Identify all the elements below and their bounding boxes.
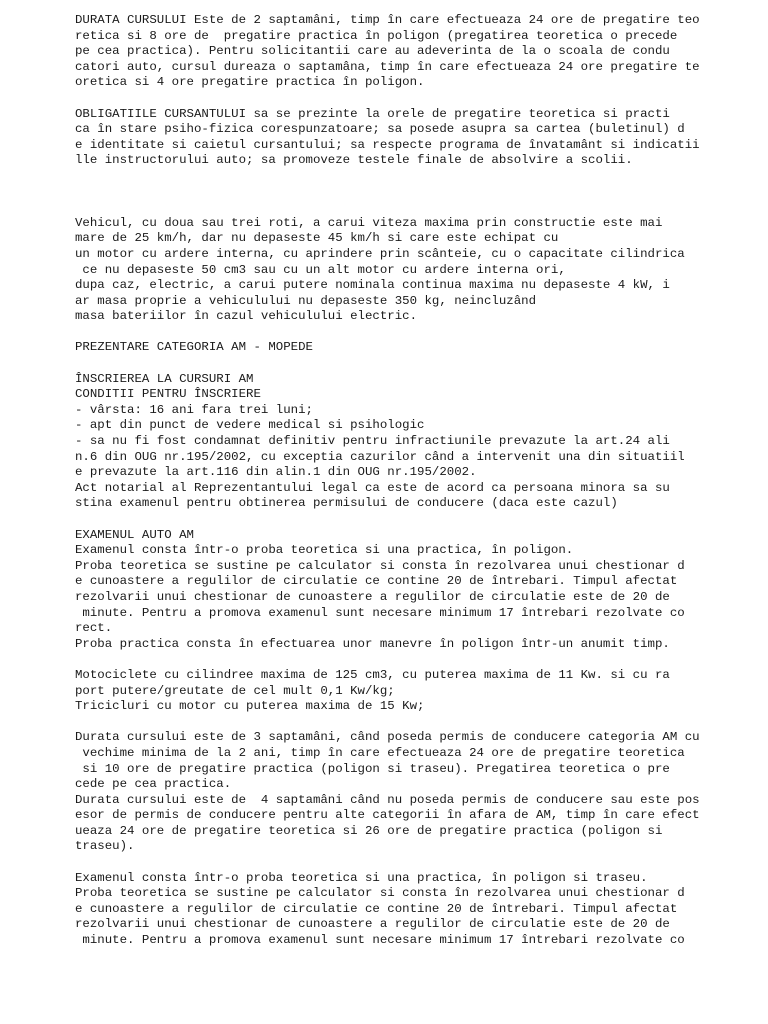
text-line: e prevazute la art.116 din alin.1 din OUG nr.195/2002.	[75, 465, 477, 480]
text-line: rezolvarii unui chestionar de cunoastere a regulilor de circulatie este de 20 de	[75, 917, 670, 932]
text-line: oretica si 4 ore pregatire practica în poligon.	[75, 75, 425, 90]
text-line: e identitate si caietul cursantului; sa respecte programa de învatamânt si indicatii	[75, 137, 700, 152]
text-line: port putere/greutate de cel mult 0,1 Kw/kg;	[75, 683, 395, 698]
text-line: - apt din punct de vedere medical si psihologic	[75, 418, 425, 433]
text-line: rezolvarii unui chestionar de cunoastere a regulilor de circulatie este de 20 de	[75, 589, 670, 604]
text-line: Proba teoretica se sustine pe calculator si consta în rezolvarea unui chestionar d	[75, 558, 685, 573]
text-line: cede pe cea practica.	[75, 777, 232, 792]
blank-line	[75, 200, 715, 216]
blank-line	[75, 652, 715, 668]
text-line: Motociclete cu cilindree maxima de 125 cm3, cu puterea maxima de 11 Kw. si cu ra	[75, 667, 670, 682]
text-line: PREZENTARE CATEGORIA AM - MOPEDE	[75, 340, 313, 355]
text-line: Examenul consta într-o proba teoretica si una practica, în poligon si traseu.	[75, 870, 648, 885]
text-line: ÎNSCRIEREA LA CURSURI AM	[75, 371, 254, 386]
text-line: rect.	[75, 621, 113, 636]
text-line: minute. Pentru a promova examenul sunt necesare minimum 17 întrebari rezolvate co	[75, 605, 685, 620]
text-line: stina examenul pentru obtinerea permisului de conducere (daca este cazul)	[75, 496, 618, 511]
text-line: Vehicul, cu doua sau trei roti, a carui viteza maxima prin constructie este mai	[75, 215, 663, 230]
text-line: Proba teoretica se sustine pe calculator si consta în rezolvarea unui chestionar d	[75, 886, 685, 901]
text-line: e cunoastere a regulilor de circulatie ce contine 20 de întrebari. Timpul afectat	[75, 901, 678, 916]
blank-line	[75, 185, 715, 201]
blank-line	[75, 356, 715, 372]
text-line: n.6 din OUG nr.195/2002, cu exceptia cazurilor când a intervenit una din situatiil	[75, 449, 685, 464]
text-line: Durata cursului este de 3 saptamâni, când poseda permis de conducere categoria AM cu	[75, 730, 700, 745]
text-line: Examenul consta într-o proba teoretica si una practica, în poligon.	[75, 543, 574, 558]
text-line: catori auto, cursul dureaza o saptamâna, timp în care efectueaza 24 ore pregatire te	[75, 59, 700, 74]
text-line: ar masa proprie a vehiculului nu depaseste 350 kg, neincluzând	[75, 293, 537, 308]
text-line: Proba practica consta în efectuarea unor manevre în poligon într-un anumit timp.	[75, 636, 670, 651]
text-line: si 10 ore de pregatire practica (poligon si traseu). Pregatirea teoretica o pre	[75, 761, 670, 776]
text-line: pe cea practica). Pentru solicitantii care au adeverinta de la o scoala de condu	[75, 44, 670, 59]
document-page	[75, 13, 715, 949]
text-line: - vârsta: 16 ani fara trei luni;	[75, 402, 313, 417]
text-line: EXAMENUL AUTO AM	[75, 527, 194, 542]
text-line: retica si 8 ore de pregatire practica în poligon (pregatirea teoretica o precede	[75, 28, 678, 43]
blank-line	[75, 169, 715, 185]
text-line: mare de 25 km/h, dar nu depaseste 45 km/h si care este echipat cu	[75, 231, 559, 246]
blank-line	[75, 715, 715, 731]
text-line: - sa nu fi fost condamnat definitiv pentru infractiunile prevazute la art.24 ali	[75, 434, 670, 449]
text-line: Tricicluri cu motor cu puterea maxima de 15 Kw;	[75, 699, 425, 714]
text-line: masa bateriilor în cazul vehiculului electric.	[75, 309, 418, 324]
text-line: Act notarial al Reprezentantului legal ca este de acord ca persoana minora sa su	[75, 480, 670, 495]
blank-line	[75, 512, 715, 528]
text-line: dupa caz, electric, a carui putere nominala continua maxima nu depaseste 4 kW, i	[75, 278, 670, 293]
text-line: e cunoastere a regulilor de circulatie ce contine 20 de întrebari. Timpul afectat	[75, 574, 678, 589]
blank-line	[75, 855, 715, 871]
blank-line	[75, 91, 715, 107]
text-line: un motor cu ardere interna, cu aprindere prin scânteie, cu o capacitate cilindrica	[75, 246, 685, 261]
text-line: ca în stare psiho-fizica corespunzatoare; sa posede asupra sa cartea (buletinul) d	[75, 122, 685, 137]
text-line: esor de permis de conducere pentru alte categorii în afara de AM, timp în care efect	[75, 808, 700, 823]
text-line: traseu).	[75, 839, 135, 854]
text-line: vechime minima de la 2 ani, timp în care efectueaza 24 ore de pregatire teoretica	[75, 745, 685, 760]
text-line: OBLIGATIILE CURSANTULUI sa se prezinte la orele de pregatire teoretica si practi	[75, 106, 670, 121]
text-line: ueaza 24 ore de pregatire teoretica si 26 ore de pregatire practica (poligon si	[75, 823, 663, 838]
text-line: ce nu depaseste 50 cm3 sau cu un alt motor cu ardere interna ori,	[75, 262, 566, 277]
text-line: minute. Pentru a promova examenul sunt necesare minimum 17 întrebari rezolvate co	[75, 933, 685, 948]
text-line: DURATA CURSULUI Este de 2 saptamâni, timp în care efectueaza 24 ore de pregatire teo	[75, 13, 700, 27]
blank-line	[75, 325, 715, 341]
text-line: CONDITII PENTRU ÎNSCRIERE	[75, 387, 261, 402]
text-line: lle instructorului auto; sa promoveze testele finale de absolvire a scolii.	[75, 153, 633, 168]
text-line: Durata cursului este de 4 saptamâni când nu poseda permis de conducere sau este pos	[75, 792, 700, 807]
